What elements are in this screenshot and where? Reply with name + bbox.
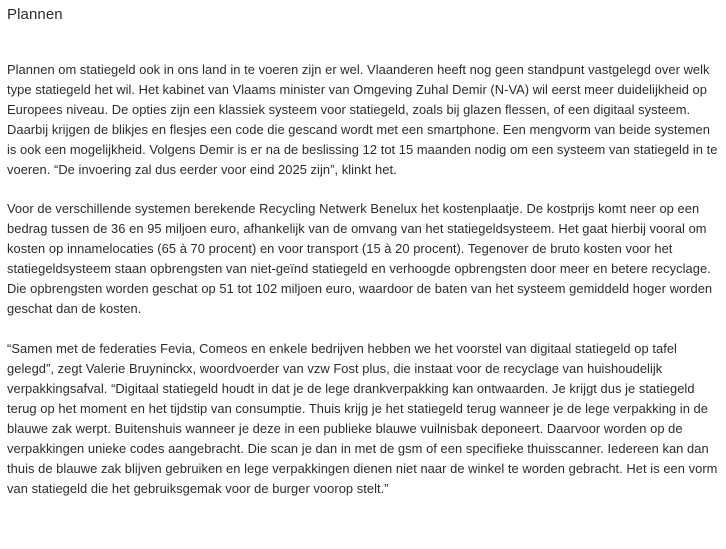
section-heading: Plannen (7, 6, 63, 23)
article-section (7, 0, 719, 499)
paragraph-digital-deposit-quote: “Samen met de federaties Fevia, Comeos en enkele bedrijven hebben we het voorstel van digitaal statiegeld op tafel gelegd”, zegt Valerie Bruyninckx, woordvoerder van vzw Fost plus, die instaat voor de recyclage van huishoudelijk verpakkingsafval. “Digitaal statiegeld houdt in dat je de lege drankverpakking kan ontwaarden. Je krijgt dus je statiegeld terug op het moment en het tijdstip van consumptie. Thuis krijg je het statiegeld terug wanneer je de lege verpakking in de blauwe zak werpt. Buitenshuis wanneer je deze in een publieke blauwe vuilnisbak deponeert. Daarvoor worden op de verpakkingen unieke codes aangebracht. Die scan je dan in met de gsm of een specifieke thuisscanner. Iedereen kan dan thuis de blauwe zak blijven gebruiken en lege verpakkingen dienen niet naar de winkel te worden gebracht. Het is een vorm van statiegeld die het gebruiksgemak voor de burger voorop stelt.” (7, 341, 718, 496)
paragraph-cost-estimate: Voor de verschillende systemen berekende Recycling Netwerk Benelux het kostenplaatje. De kostprijs komt neer op een bedrag tussen de 36 en 95 miljoen euro, afhankelijk van de omvang van het statiegeldsysteem. Het gaat hierbij vooral om kosten op innamelocaties (65 à 70 procent) en voor transport (15 à 20 procent). Tegenover de bruto kosten voor het statiegeldsysteem staan opbrengsten van niet-geïnd statiegeld en verhoogde opbrengsten door meer en betere recyclage. Die opbrengsten worden geschat op 51 tot 102 miljoen euro, waardoor de baten van het systeem gemiddeld hoger worden geschat dan de kosten. (7, 201, 713, 316)
paragraph-statiegeld-plans: Plannen om statiegeld ook in ons land in te voeren zijn er wel. Vlaanderen heeft nog geen standpunt vastgelegd over welk type statiegeld het wil. Het kabinet van Vlaams minister van Omgeving Zuhal Demir (N-VA) wil eerst meer duidelijkheid op Europees niveau. De opties zijn een klassiek systeem voor statiegeld, zoals bij glazen flessen, of een digitaal systeem. Daarbij krijgen de blikjes en flesjes een code die gescand wordt met een smartphone. Een mengvorm van beide systemen is ook een mogelijkheid. Volgens Demir is er na de beslissing 12 tot 15 maanden nodig om een systeem van statiegeld in te voeren. “De invoering zal dus eerder voor eind 2025 zijn”, klinkt het. (7, 62, 718, 177)
